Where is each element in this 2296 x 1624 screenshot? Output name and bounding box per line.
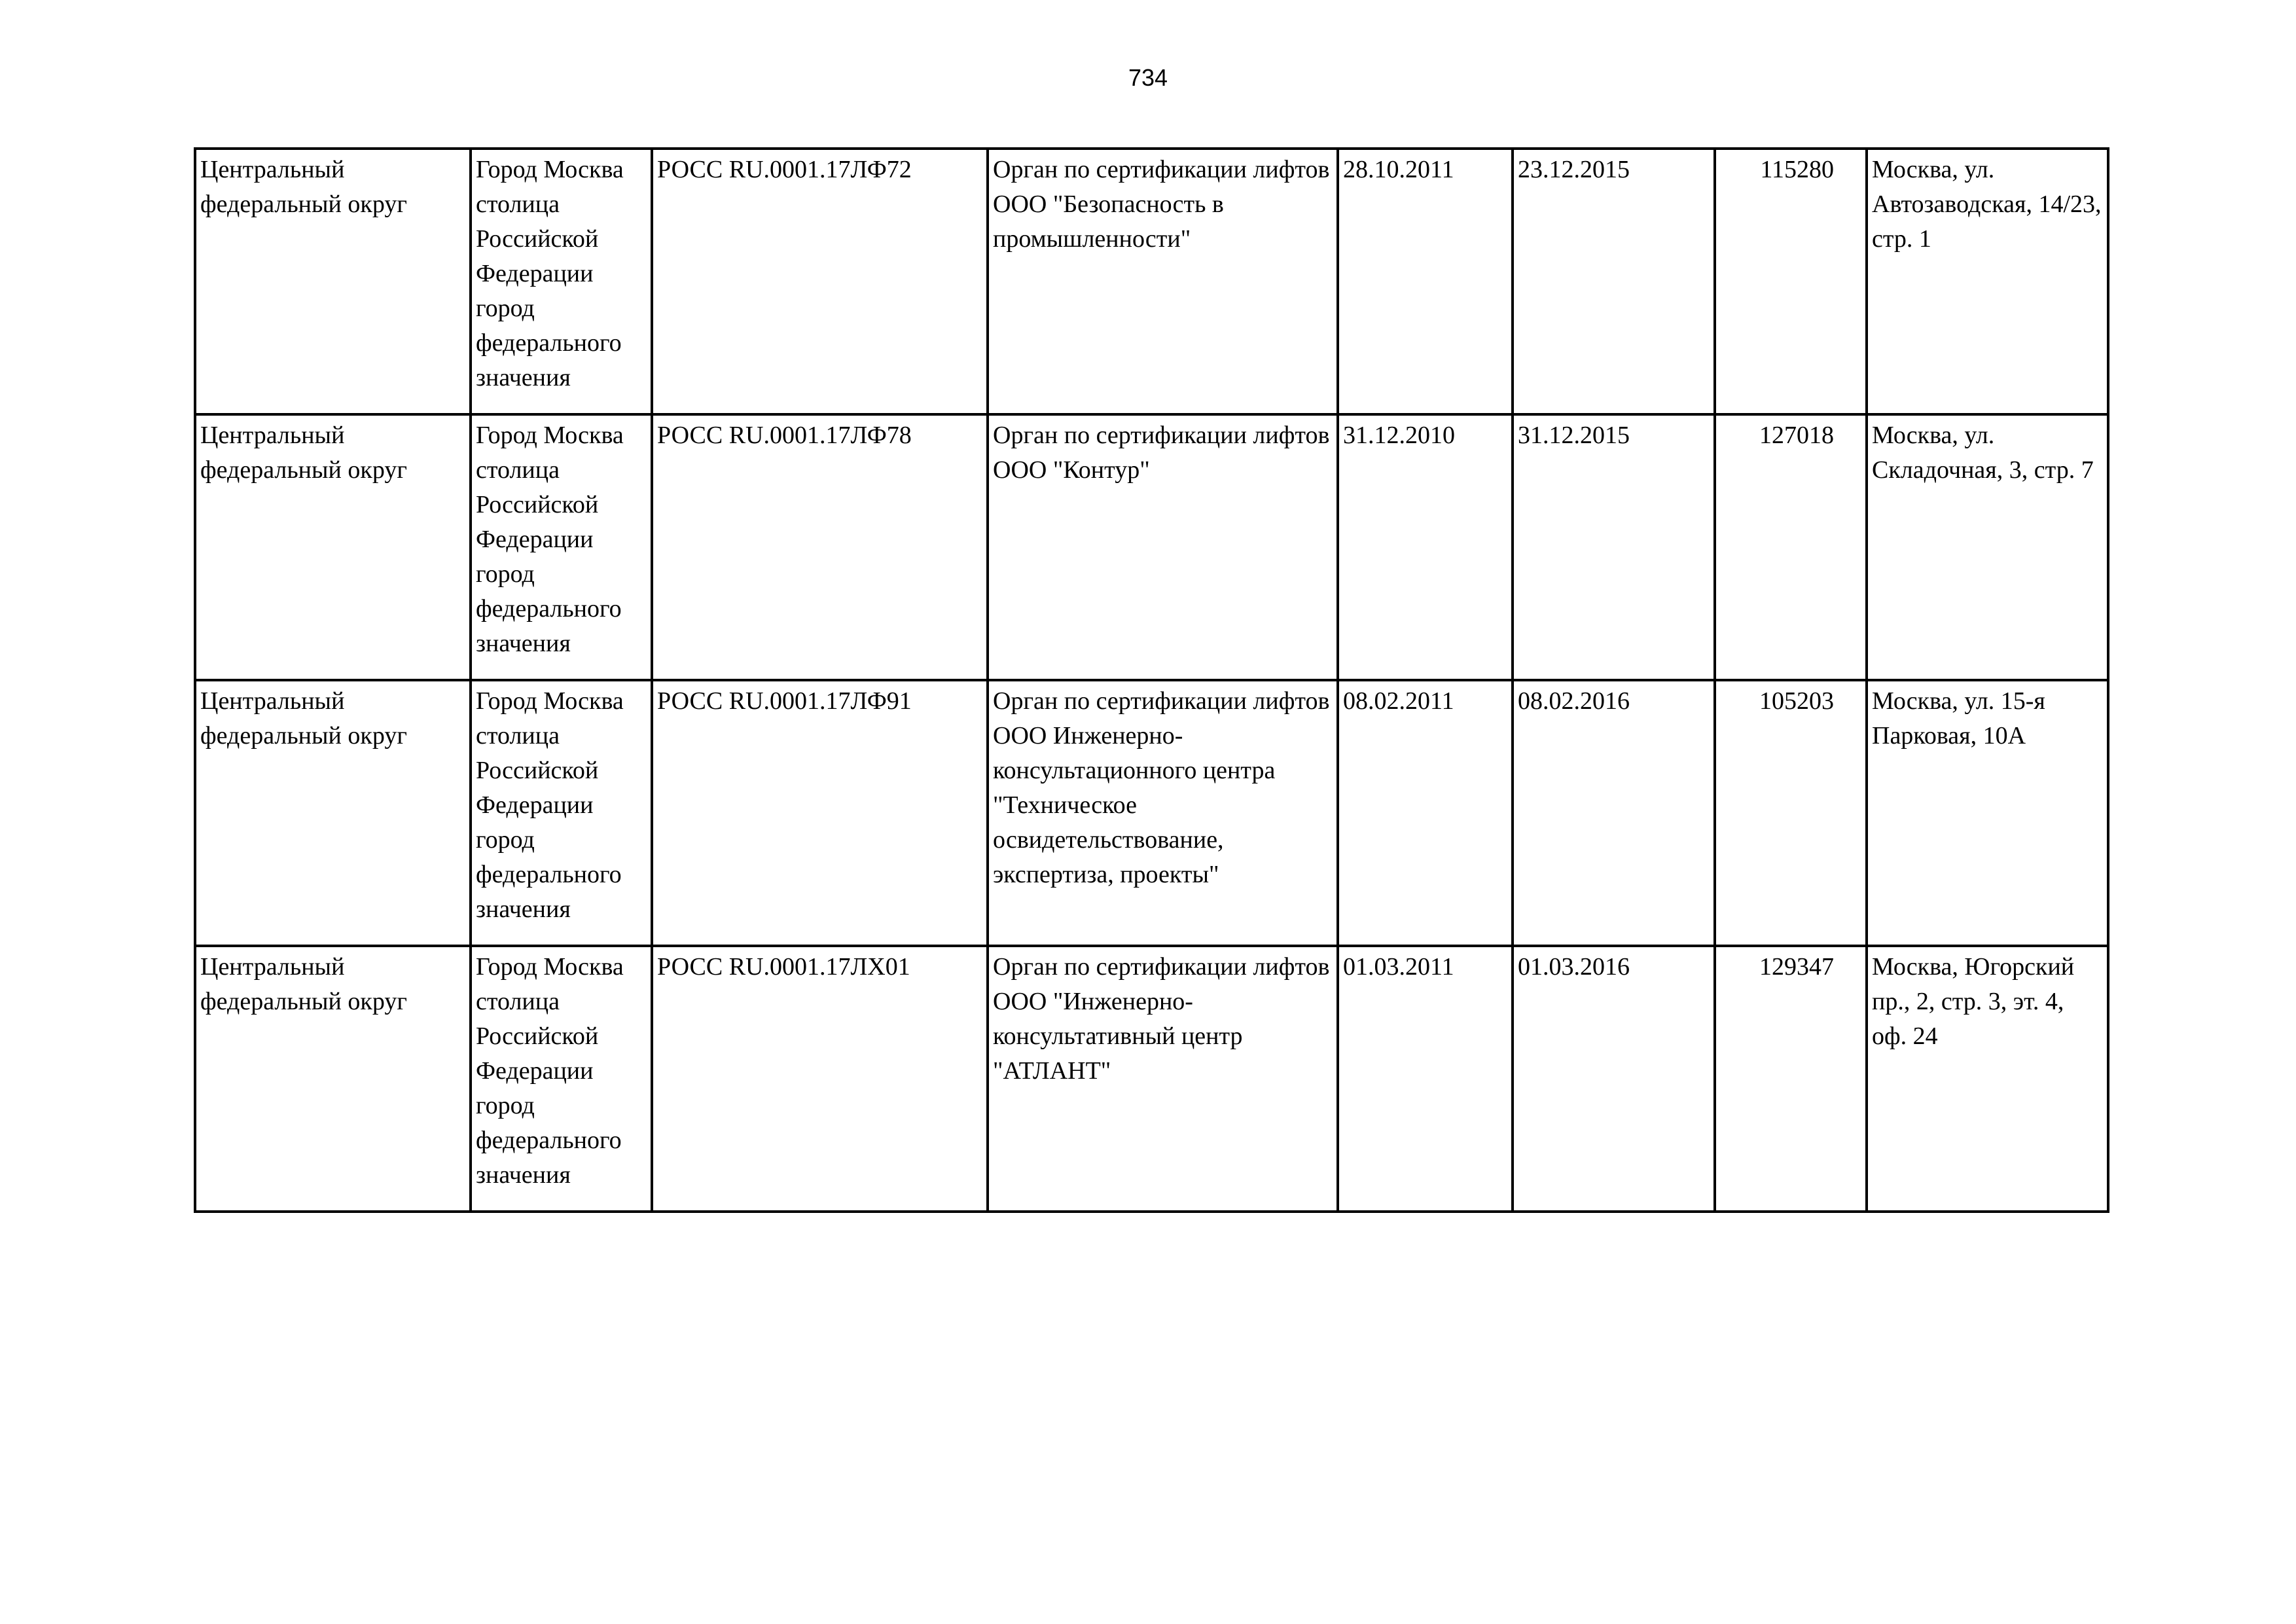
address-cell: Москва, ул. 15-я Парковая, 10А bbox=[1867, 680, 2108, 946]
address-cell: Москва, ул. Складочная, 3, стр. 7 bbox=[1867, 414, 2108, 680]
organization-cell: Орган по сертификации лифтов ООО "Инженерно-консультативный центр "АТЛАНТ" bbox=[988, 946, 1338, 1212]
date-start-cell: 31.12.2010 bbox=[1338, 414, 1513, 680]
organization-cell: Орган по сертификации лифтов ООО "Безопасность в промышленности" bbox=[988, 149, 1338, 414]
region-cell: Город Москва столица Российской Федерации город федерального значения bbox=[471, 414, 652, 680]
district-cell: Центральный федеральный округ bbox=[195, 680, 471, 946]
date-end-cell: 31.12.2015 bbox=[1513, 414, 1715, 680]
table-row bbox=[195, 414, 2108, 680]
organization-cell: Орган по сертификации лифтов ООО "Контур" bbox=[988, 414, 1338, 680]
date-start-cell: 01.03.2011 bbox=[1338, 946, 1513, 1212]
accreditation-number-cell: РОСС RU.0001.17ЛФ72 bbox=[652, 149, 988, 414]
accreditation-number-cell: РОСС RU.0001.17ЛФ91 bbox=[652, 680, 988, 946]
address-cell: Москва, Югорский пр., 2, стр. 3, эт. 4, оф. 24 bbox=[1867, 946, 2108, 1212]
region-cell: Город Москва столица Российской Федерации город федерального значения bbox=[471, 680, 652, 946]
postal-code-cell: 115280 bbox=[1715, 149, 1867, 414]
postal-code-cell: 127018 bbox=[1715, 414, 1867, 680]
date-start-cell: 28.10.2011 bbox=[1338, 149, 1513, 414]
accreditation-number-cell: РОСС RU.0001.17ЛХ01 bbox=[652, 946, 988, 1212]
date-start-cell: 08.02.2011 bbox=[1338, 680, 1513, 946]
postal-code-cell: 105203 bbox=[1715, 680, 1867, 946]
organization-cell: Орган по сертификации лифтов ООО Инженерно-консультационного центра "Техническое освидетельствование, экспертиза, проекты" bbox=[988, 680, 1338, 946]
district-cell: Центральный федеральный округ bbox=[195, 946, 471, 1212]
region-cell: Город Москва столица Российской Федерации город федерального значения bbox=[471, 149, 652, 414]
table-row bbox=[195, 149, 2108, 414]
registry-table bbox=[194, 147, 2109, 1213]
region-cell: Город Москва столица Российской Федерации город федерального значения bbox=[471, 946, 652, 1212]
date-end-cell: 01.03.2016 bbox=[1513, 946, 1715, 1212]
address-cell: Москва, ул. Автозаводская, 14/23, стр. 1 bbox=[1867, 149, 2108, 414]
accreditation-number-cell: РОСС RU.0001.17ЛФ78 bbox=[652, 414, 988, 680]
page-number: 734 bbox=[1128, 64, 1168, 91]
postal-code-cell: 129347 bbox=[1715, 946, 1867, 1212]
district-cell: Центральный федеральный округ bbox=[195, 149, 471, 414]
table-row bbox=[195, 946, 2108, 1212]
table-row bbox=[195, 680, 2108, 946]
date-end-cell: 23.12.2015 bbox=[1513, 149, 1715, 414]
district-cell: Центральный федеральный округ bbox=[195, 414, 471, 680]
date-end-cell: 08.02.2016 bbox=[1513, 680, 1715, 946]
